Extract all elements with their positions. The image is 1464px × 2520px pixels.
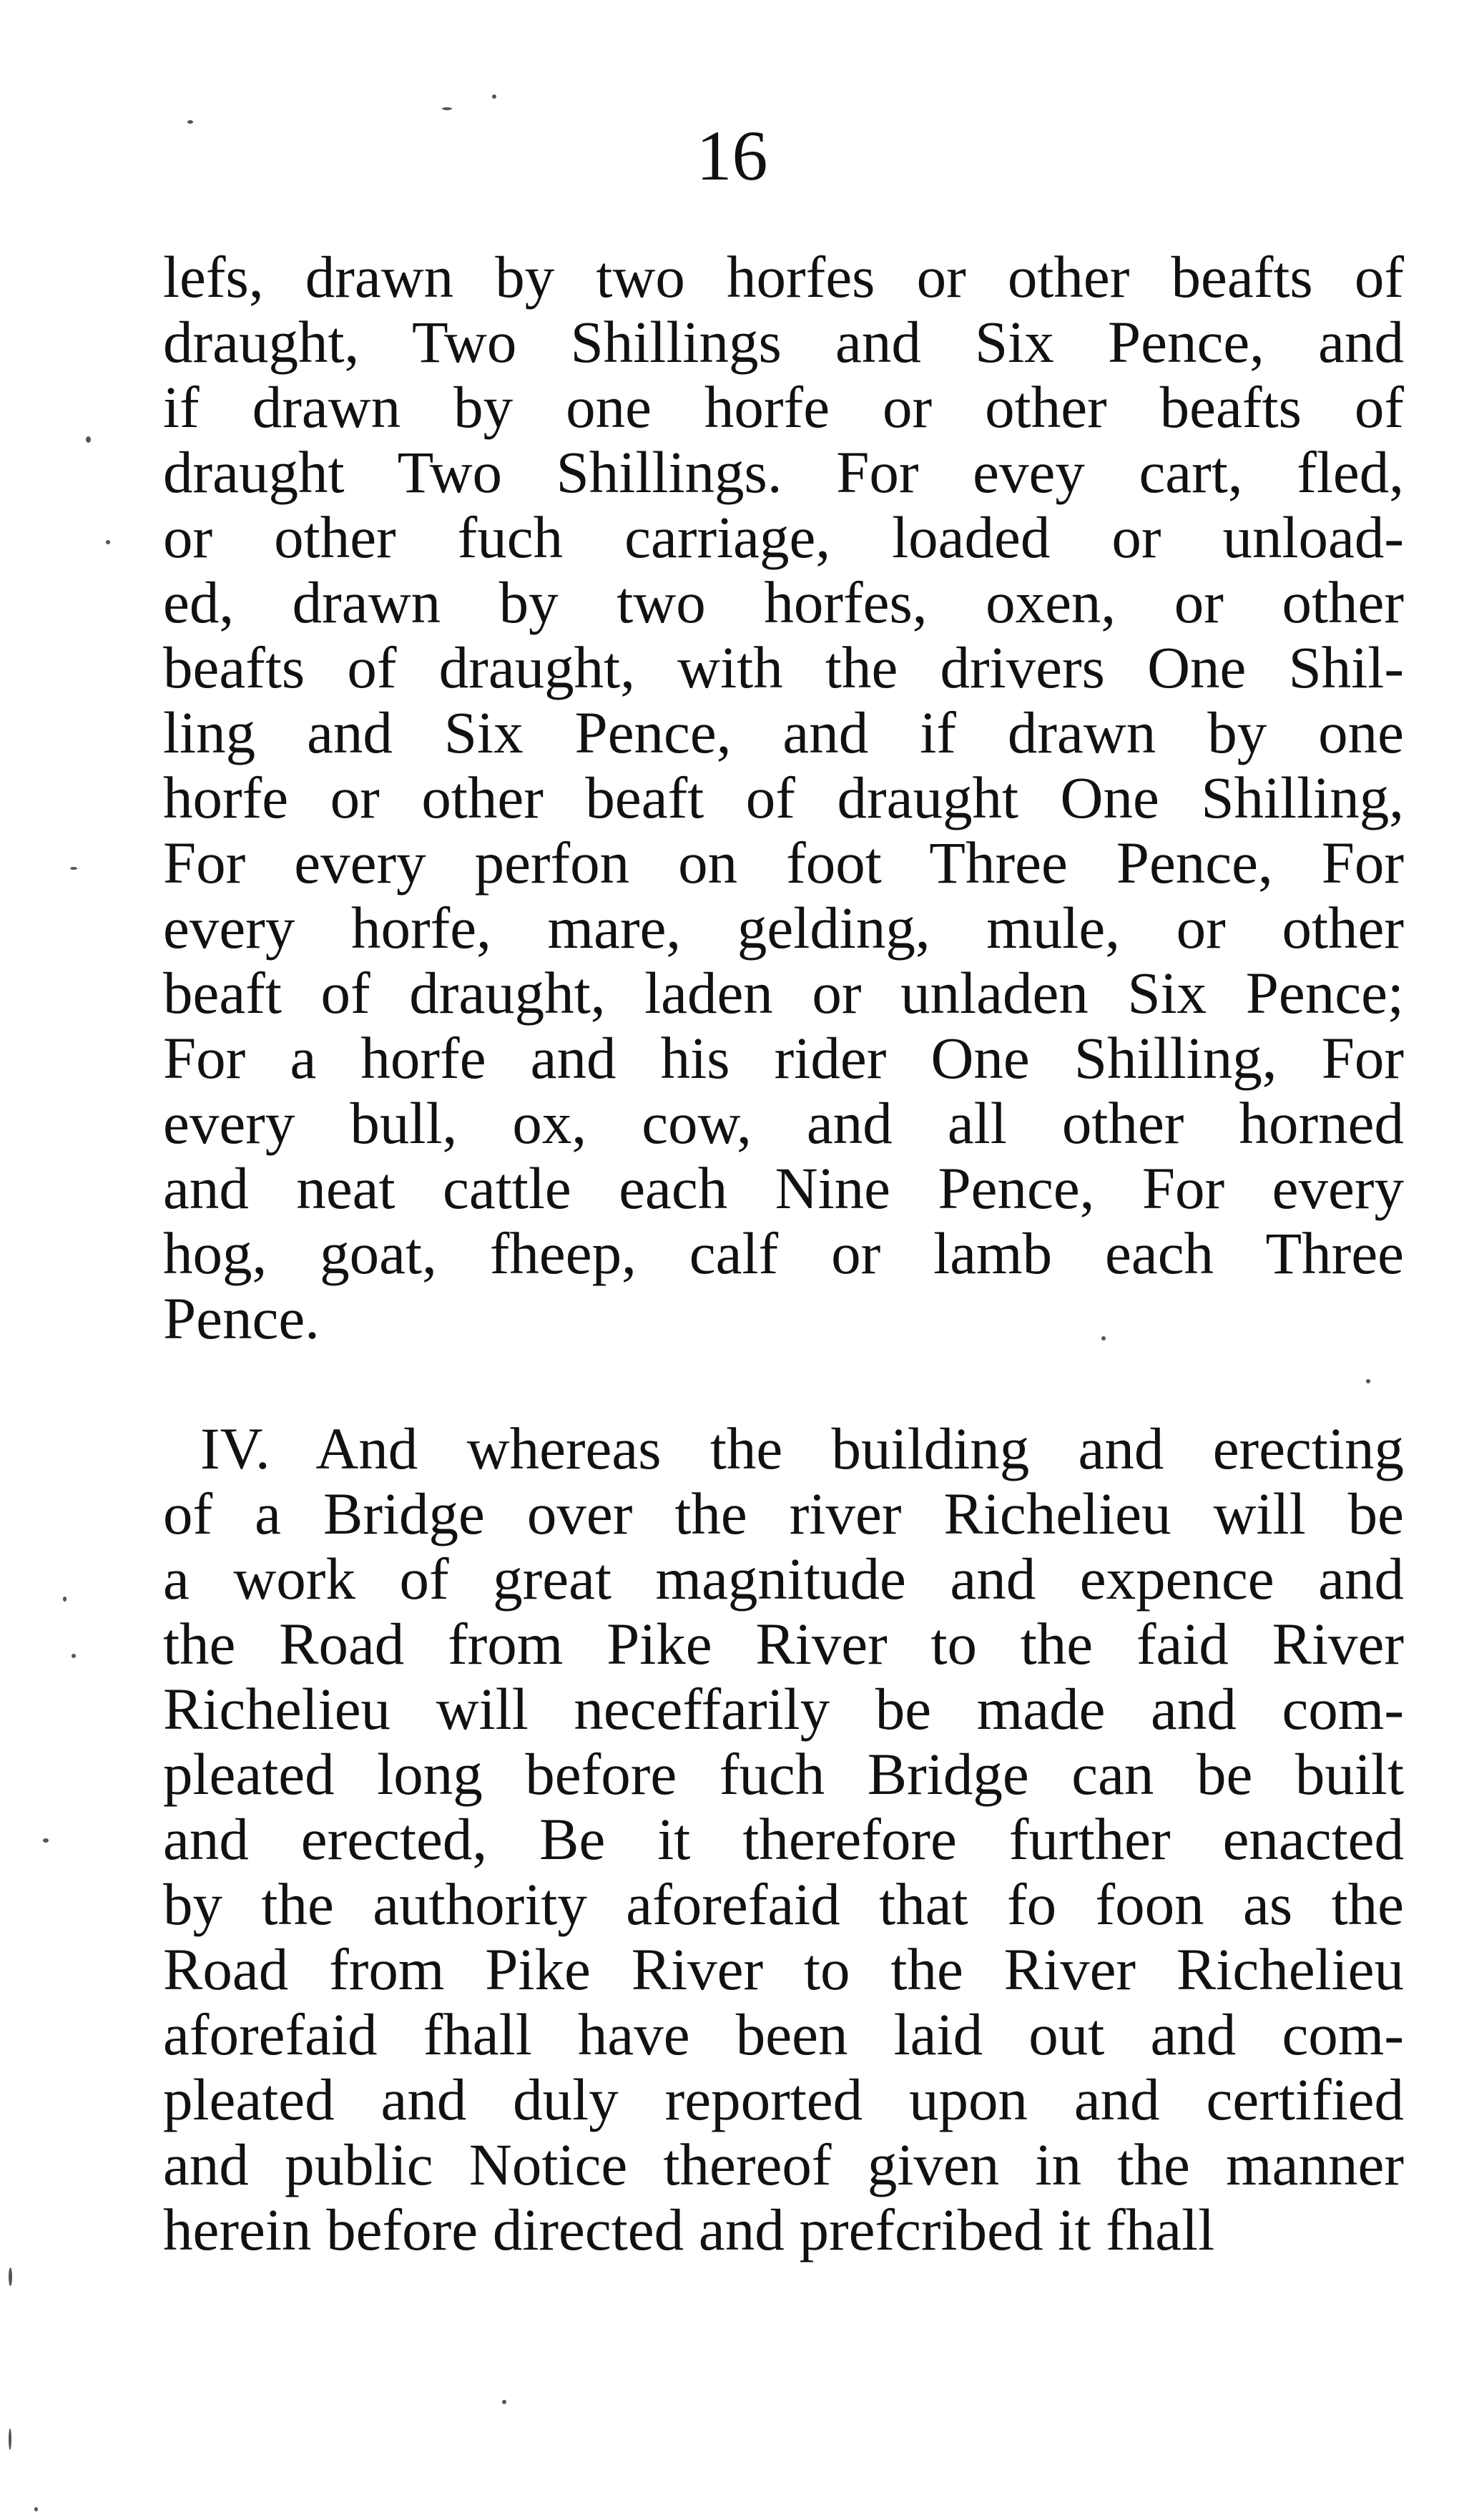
text-line: every horfe, mare, gelding, mule, or other (163, 895, 1404, 961)
text-line: beafts of draught, with the drivers One Shil- (163, 634, 1404, 700)
scan-speck (72, 1654, 76, 1658)
text-line: ed, drawn by two horfes, oxen, or other (163, 569, 1404, 635)
paragraph-section-iv (163, 1416, 1404, 2262)
scan-speck (63, 1597, 67, 1602)
scan-speck (70, 867, 77, 870)
scan-speck (9, 2267, 12, 2286)
text-line: ling and Six Pence, and if drawn by one (163, 700, 1404, 765)
scan-speck (43, 1838, 49, 1843)
scan-speck (106, 540, 110, 544)
scan-speck (492, 94, 496, 99)
text-line: or other fuch carriage, loaded or unload- (163, 504, 1404, 570)
text-line: pleated and duly reported upon and certified (163, 2067, 1404, 2132)
text-line: aforefaid fhall have been laid out and com- (163, 2001, 1404, 2067)
text-line: Richelieu will neceffarily be made and com- (163, 1676, 1404, 1742)
text-line: For every perfon on foot Three Pence, For (163, 830, 1404, 896)
scan-speck (34, 2507, 38, 2511)
scan-speck (187, 120, 193, 124)
page-number: 16 (696, 116, 768, 195)
text-line: draught, Two Shillings and Six Pence, and (163, 309, 1404, 375)
scan-speck (1366, 1379, 1370, 1383)
scan-speck (9, 2428, 11, 2450)
text-line: beaft of draught, laden or unladen Six Pence; (163, 960, 1404, 1026)
paragraph-tolls (163, 245, 1404, 1351)
text-line: of a Bridge over the river Richelieu will be (163, 1481, 1404, 1546)
scan-speck (86, 436, 91, 443)
text-line: and erected, Be it therefore further enacted (163, 1806, 1404, 1872)
text-line: and public Notice thereof given in the manner (163, 2132, 1404, 2197)
text-line: and neat cattle each Nine Pence, For every (163, 1155, 1404, 1221)
text-line: Road from Pike River to the River Richelieu (163, 1936, 1404, 2002)
text-line: Pence. (163, 1285, 320, 1351)
scan-speck (502, 2400, 506, 2404)
scan-speck (1101, 1336, 1106, 1340)
text-line: For a horfe and his rider One Shilling, For (163, 1025, 1404, 1091)
text-line: every bull, ox, cow, and all other horned (163, 1090, 1404, 1156)
text-line: pleated long before fuch Bridge can be built (163, 1741, 1404, 1807)
text-line: the Road from Pike River to the faid River (163, 1611, 1404, 1677)
scan-speck (442, 107, 452, 110)
text-line: hog, goat, fheep, calf or lamb each Three (163, 1220, 1404, 1286)
text-line: horfe or other beaft of draught One Shilling, (163, 765, 1404, 830)
text-line: by the authority aforefaid that fo foon as the (163, 1871, 1404, 1937)
text-line: herein before directed and prefcribed it fhall (163, 2197, 1215, 2262)
text-line: a work of great magnitude and expence and (163, 1546, 1404, 1612)
text-line: IV. And whereas the building and erecting (200, 1416, 1404, 1481)
text-line: if drawn by one horfe or other beafts of (163, 374, 1404, 440)
text-line: draught Two Shillings. For evey cart, fled, (163, 439, 1404, 505)
text-line: lefs, drawn by two horfes or other beafts of (163, 244, 1404, 310)
